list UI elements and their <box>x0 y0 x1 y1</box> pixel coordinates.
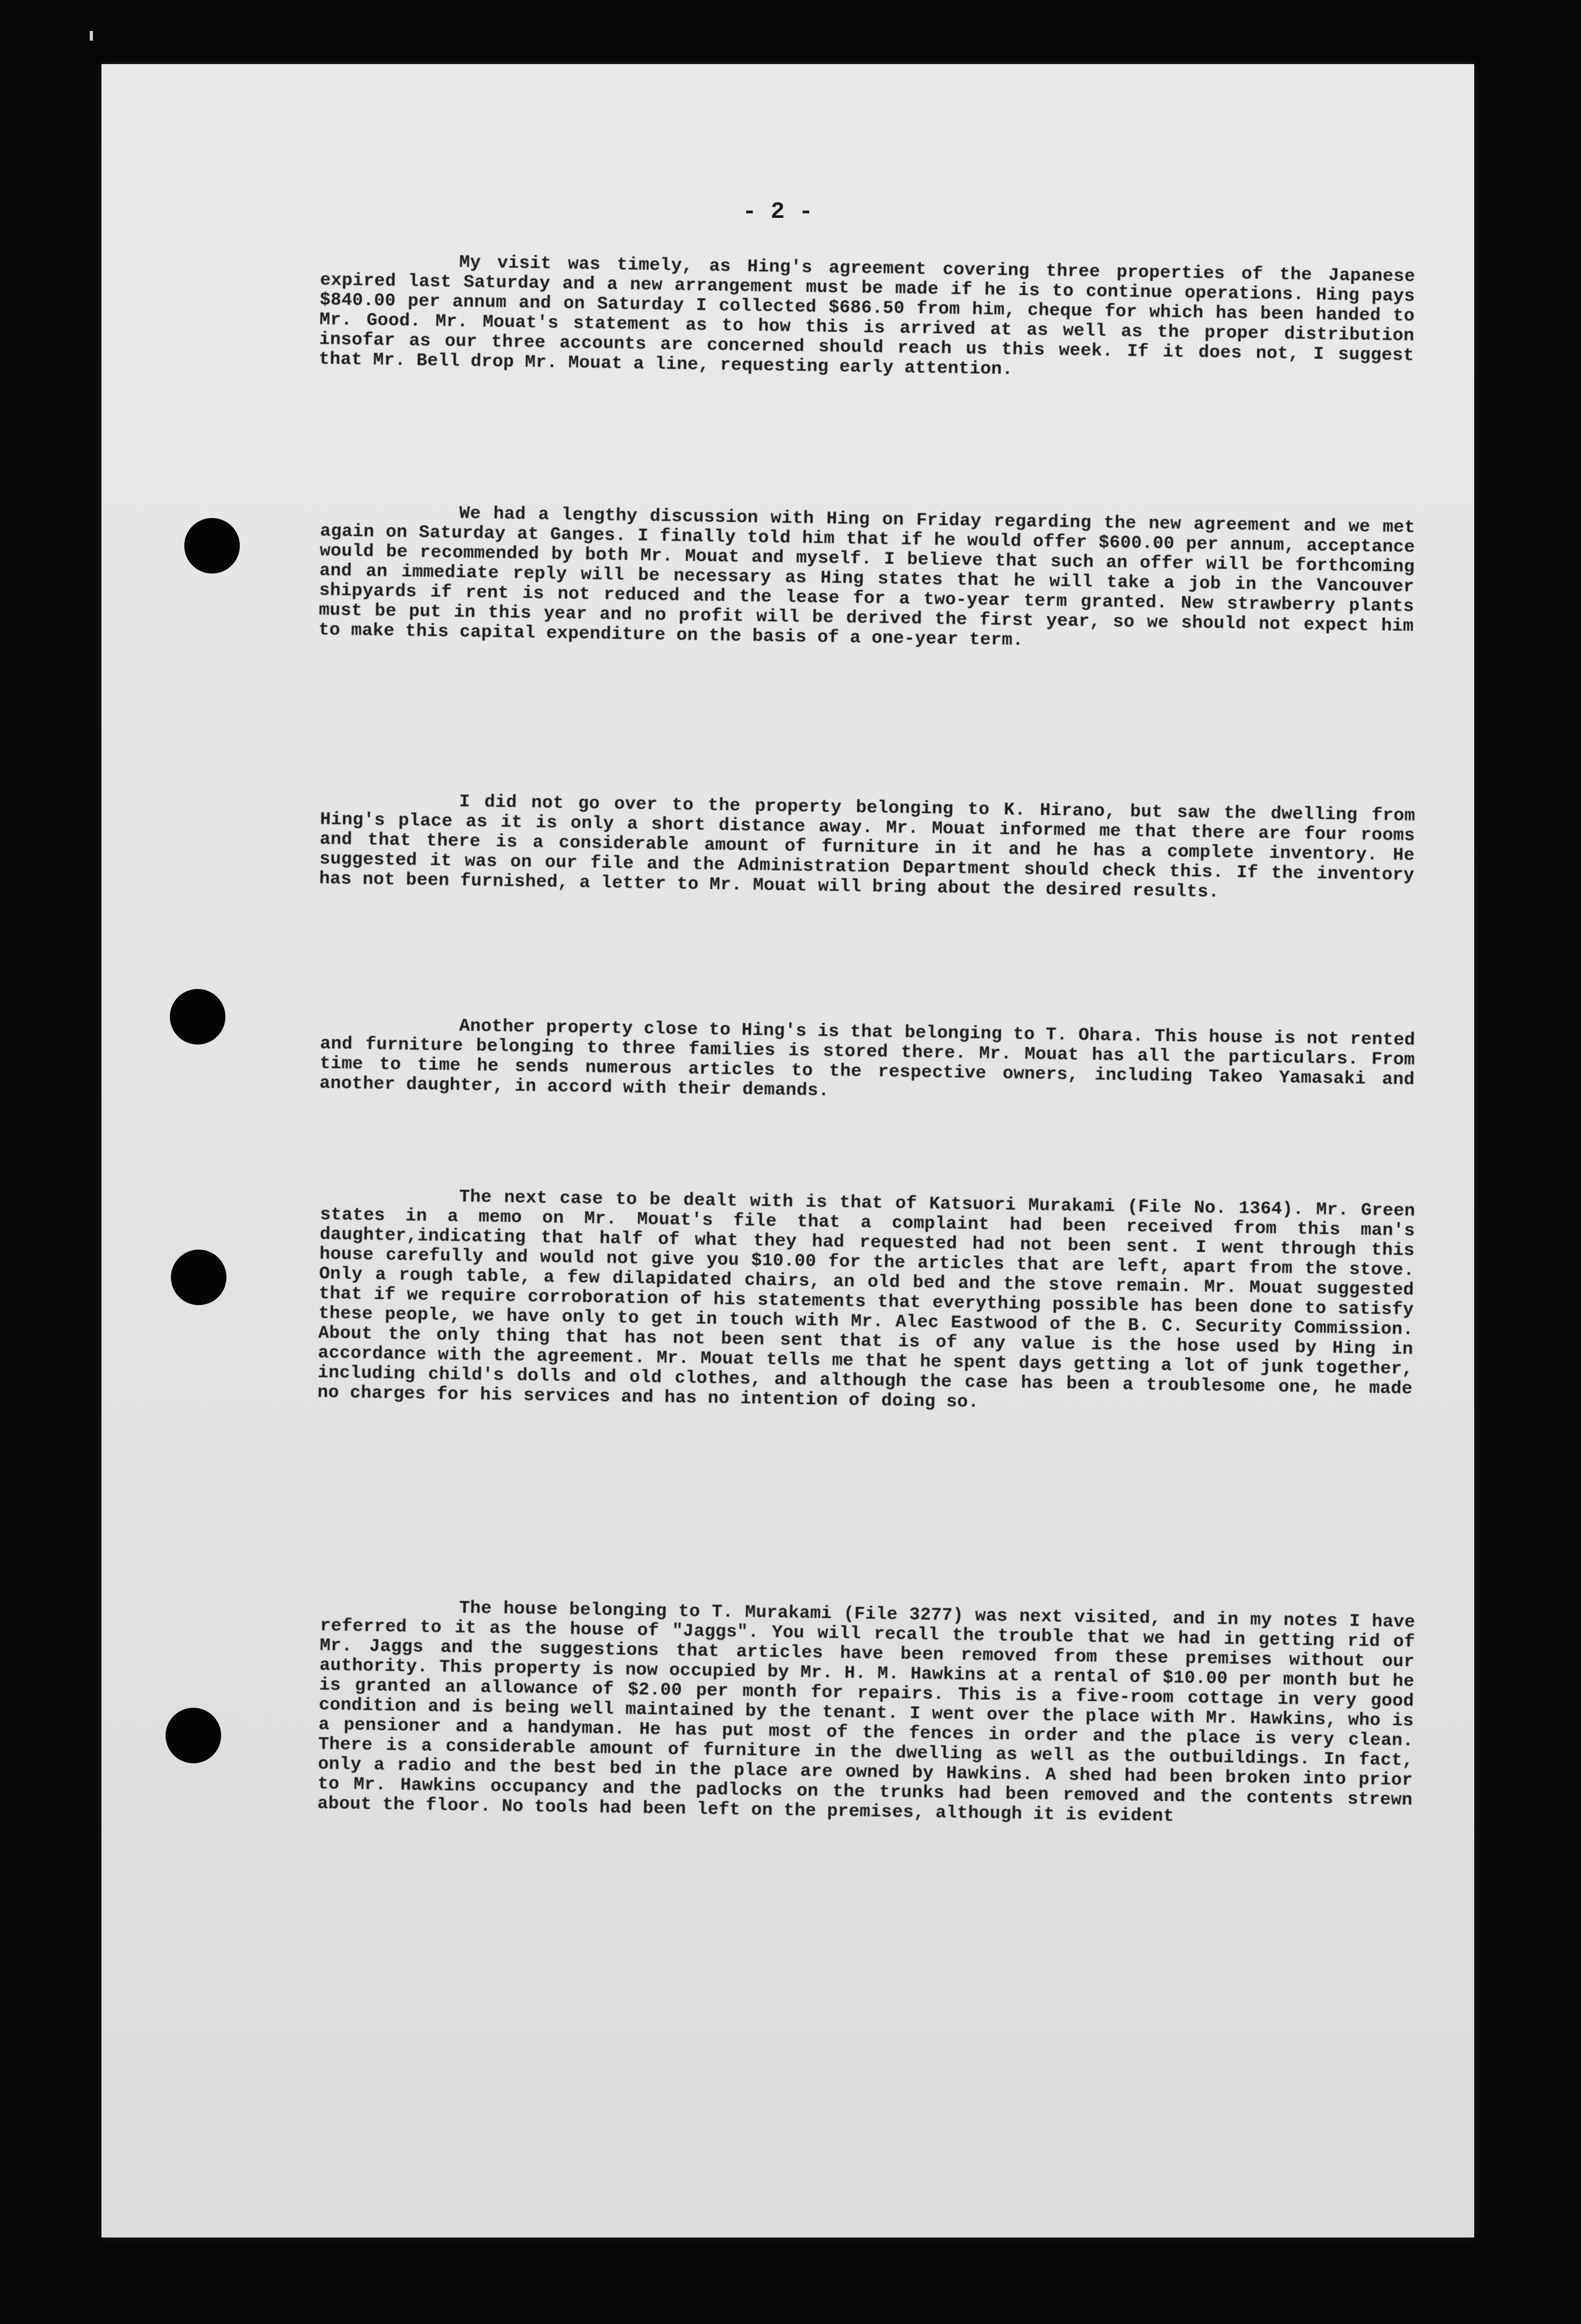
paragraph-1: My visit was timely, as Hing's agreement covering three properties of the Japanese expired last Saturday and a new arrangement must be made if he is to continue operations. Hing pays $840.00 per annum and on Saturday I collected $686.50 from him, cheque for which has been handed to Mr. Good. Mr. Mouat's statement as to how this is arrived at as well as the proper distribution insofar as our three accounts are concerned should reach us this week. If it does not, I suggest that Mr. Bell drop Mr. Mouat a line, requesting early attention. <box>318 252 1415 380</box>
page-number: - 2 - <box>742 199 813 225</box>
binder-hole <box>166 1708 221 1763</box>
paragraph-3: I did not go over to the property belonging to K. Hirano, but saw the dwelling from Hing's place as it is only a short distance away. Mr. Mouat informed me that there are four rooms and that there is a considerable amount of furniture in it and he has a complete inventory. He suggested it was on our file and the Administration Department should check this. If the inventory has not been furnished, a letter to Mr. Mouat will bring about the desired results. <box>319 791 1415 902</box>
paragraph-5: The next case to be dealt with is that of Katsuori Murakami (File No. 1364). Mr. Green states in a memo on Mr. Mouat's file that a complaint had been received from this man's daughter,indicating that half of what they had requested had not been sent. I went through this house carefully and would not give you $10.00 for the articles that are left, apart from the stove. Only a rough table, a few dilapidated chairs, an old bed and the stove remain. Mr. Mouat suggested that if we require corroboration of his statements that everything possible has been done to satisfy these people, we have only to get in touch with Mr. Alec Eastwood of the B. C. Security Commission. About the only thing that has not been sent that is of any value is the hose used by Hing in accordance with the agreement. Mr. Mouat tells me that he spent days getting a lot of junk together, including child's dolls and old clothes, and although the case has been a troublesome one, he made no charges for his services and has no intention of doing so. <box>317 1187 1415 1413</box>
paragraph-4: Another property close to Hing's is that belonging to T. Ohara. This house is not rented and furniture belonging to three families is stored there. Mr. Mouat has all the particulars. From time to time he sends numerous articles to the respective owners, including Takeo Yamasaki and another daughter, in accord with their demands. <box>319 1016 1415 1102</box>
paragraph-6: The house belonging to T. Murakami (File 3277) was next visited, and in my notes I have referred to it as the house of "Jaggs". You will recall the trouble that we had in getting rid of Mr. Jaggs and the suggestions that articles have been removed from these premises without our authority. This property is now occupied by Mr. H. M. Hawkins at a rental of $10.00 per month but he is granted an allowance of $2.00 per month for repairs. This is a five-room cottage in very good condition and is being well maintained by the tenant. I went over the place with Mr. Hawkins, who is a pensioner and a handyman. He has put most of the fences in order and the place is very clean. There is a considerable amount of furniture in the dwelling as well as the outbuildings. In fact, only a radio and the best bed in the place are owned by Hawkins. A shed had been broken into prior to Mr. Hawkins occupancy and the padlocks on the trunks had been removed and the contents strewn about the floor. No tools had been left on the premises, although it is evident <box>317 1598 1415 1827</box>
binder-hole <box>170 989 225 1045</box>
document-page <box>101 64 1474 2237</box>
binder-hole <box>171 1250 226 1305</box>
corner-mark <box>90 31 93 41</box>
paragraph-2: We had a lengthy discussion with Hing on Friday regarding the new agreement and we met again on Saturday at Ganges. I finally told him that if he would offer $600.00 per annum, acceptance would be recommended by both Mr. Mouat and myself. I believe that such an offer will be forthcoming and an immediate reply will be necessary as Hing states that he will take a job in the Vancouver shipyards if rent is not reduced and the lease for a two-year term granted. New strawberry plants must be put in this year and no profit will be derived the first year, so we should not expect him to make this capital expenditure on the basis of a one-year term. <box>318 503 1415 651</box>
binder-hole <box>184 518 240 574</box>
